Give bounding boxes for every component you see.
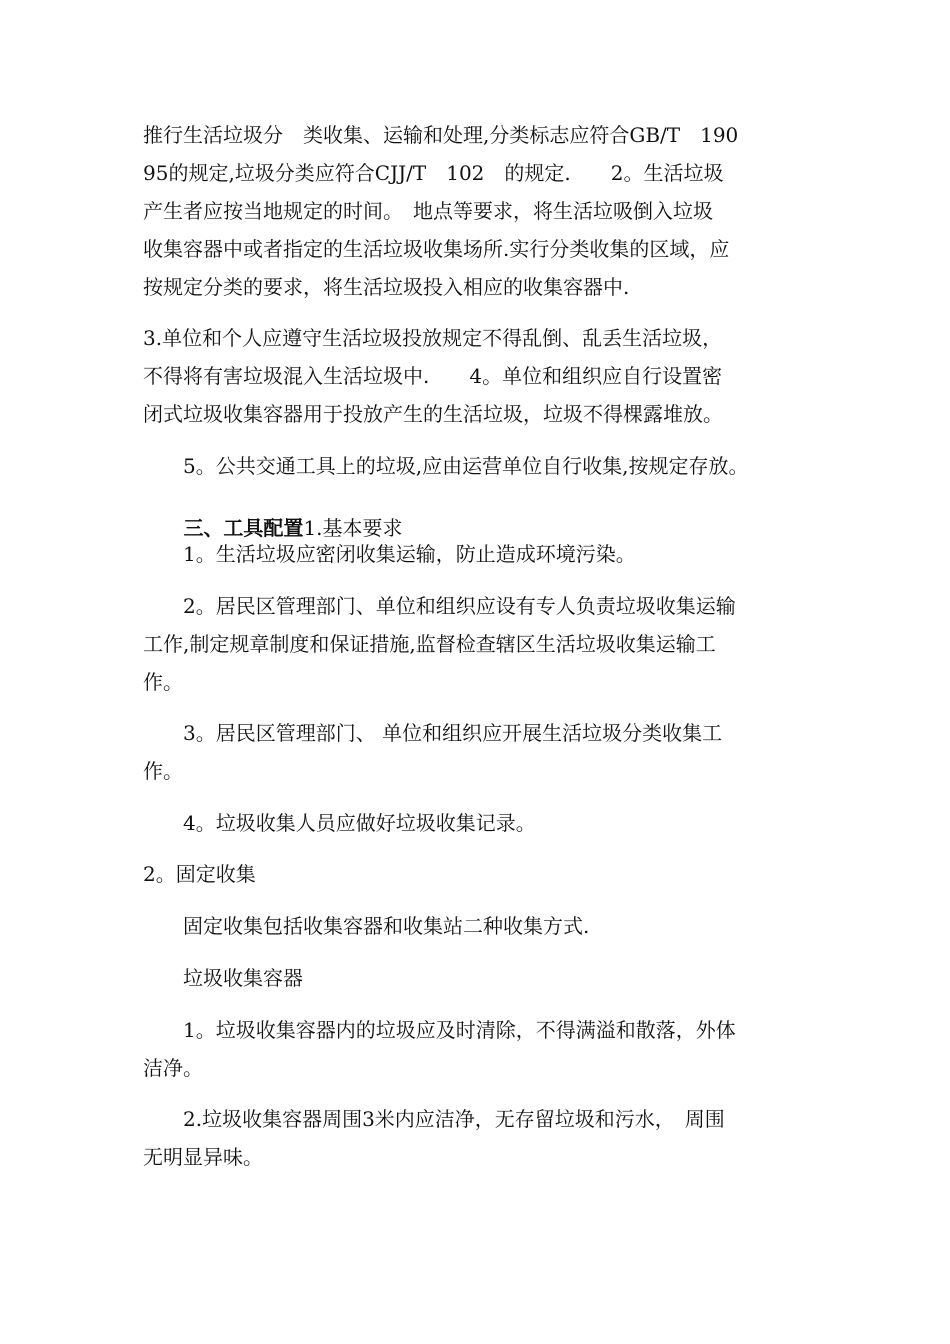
paragraph-line: 工作,制定规章制度和保证措施,监督检查辖区生活垃圾收集运输工 — [143, 632, 716, 656]
paragraph-line: 不得将有害垃圾混入生活垃圾中. 4。单位和组织应自行设置密 — [143, 364, 723, 388]
paragraph-line: 垃圾收集容器 — [143, 966, 303, 990]
paragraph-line: 5。公共交通工具上的垃圾,应由运营单位自行收集,按规定存放。 — [143, 454, 749, 478]
paragraph-line: 闭式垃圾收集容器用于投放产生的生活垃圾，垃圾不得棵露堆放。 — [143, 402, 723, 426]
paragraph-line: 2。居民区管理部门、单位和组织应设有专人负责垃圾收集运输 — [143, 594, 736, 618]
paragraph-line: 3.单位和个人应遵守生活垃圾投放规定不得乱倒、乱丢生活垃圾， — [143, 326, 723, 350]
paragraph-line: 产生者应按当地规定的时间。 地点等要求，将生活垃吸倒入垃圾 — [143, 199, 713, 223]
paragraph-line: 作。 — [143, 670, 183, 694]
paragraph-line: 推行生活垃圾分 类收集、运输和处理,分类标志应符合GB/T 190 — [143, 123, 739, 147]
paragraph-line: 2.垃圾收集容器周围3米内应洁净，无存留垃圾和污水， 周围 — [143, 1107, 725, 1131]
paragraph-line: 作。 — [143, 759, 183, 783]
paragraph-line: 固定收集包括收集容器和收集站二种收集方式. — [143, 914, 590, 938]
paragraph-line: 95的规定,垃圾分类应符合CJJ/T 102 的规定. 2。生活垃圾 — [143, 161, 724, 185]
paragraph-line: 4。垃圾收集人员应做好垃圾收集记录。 — [143, 811, 536, 835]
paragraph-line: 按规定分类的要求，将生活垃圾投入相应的收集容器中. — [143, 275, 630, 299]
section-heading: 三、工具配置 — [183, 516, 304, 540]
paragraph-line: 1。生活垃圾应密闭收集运输，防止造成环境污染。 — [143, 542, 636, 566]
paragraph-line: 洁净。 — [143, 1056, 203, 1080]
subsection-title: 1.基本要求 — [303, 516, 403, 540]
paragraph-line: 3。居民区管理部门、 单位和组织应开展生活垃圾分类收集工 — [143, 721, 723, 745]
paragraph-line: 2。固定收集 — [143, 862, 256, 886]
paragraph-line: 收集容器中或者指定的生活垃圾收集场所.实行分类收集的区域，应 — [143, 237, 730, 261]
paragraph-line: 无明显异味。 — [143, 1145, 263, 1169]
paragraph-line: 1。垃圾收集容器内的垃圾应及时清除，不得满溢和散落，外体 — [143, 1018, 736, 1042]
